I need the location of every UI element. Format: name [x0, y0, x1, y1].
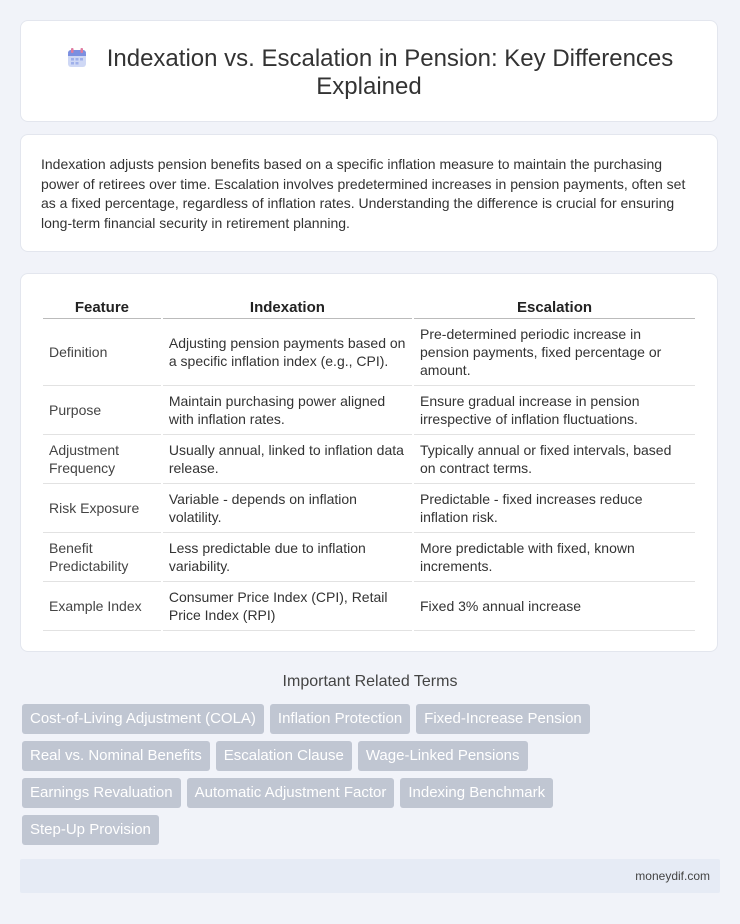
- row-indexation: Usually annual, linked to inflation data release.: [163, 435, 412, 484]
- header-escalation: Escalation: [414, 296, 695, 319]
- table-row: [43, 582, 695, 631]
- footer-site[interactable]: moneydif.com: [635, 869, 710, 883]
- intro-paragraph: Indexation adjusts pension benefits based on a specific inflation measure to maintain the purchasing power of retirees over time. Escalation involves predetermined increases in pension payments, often set as a fixed percentage, regardless of inflation rates. Understanding the difference is crucial for ensuring long-term financial security in retirement planning.: [41, 156, 686, 231]
- row-feature: Risk Exposure: [43, 484, 161, 533]
- tag-escalation-clause[interactable]: Escalation Clause: [216, 741, 352, 771]
- related-terms-list: [22, 704, 642, 845]
- page-title: Indexation vs. Escalation in Pension: Key Differences Explained: [106, 45, 674, 100]
- related-terms-title: Important Related Terms: [282, 673, 458, 690]
- page-title-wrap: [21, 45, 717, 101]
- row-escalation: Pre-determined periodic increase in pension payments, fixed percentage or amount.: [414, 319, 695, 386]
- row-indexation: Less predictable due to inflation variability.: [163, 533, 412, 582]
- comparison-card: [20, 273, 718, 652]
- calendar-icon: [65, 46, 89, 70]
- row-feature: Definition: [43, 319, 161, 386]
- row-feature: Adjustment Frequency: [43, 435, 161, 484]
- header-feature: Feature: [43, 296, 161, 319]
- tag-wage-linked-pensions[interactable]: Wage-Linked Pensions: [358, 741, 528, 771]
- row-indexation: Maintain purchasing power aligned with inflation rates.: [163, 386, 412, 435]
- table-row: [43, 386, 695, 435]
- row-indexation: Adjusting pension payments based on a specific inflation index (e.g., CPI).: [163, 319, 412, 386]
- table-row: [43, 484, 695, 533]
- tag-real-vs-nominal[interactable]: Real vs. Nominal Benefits: [22, 741, 210, 771]
- row-feature: Benefit Predictability: [43, 533, 161, 582]
- title-card: [20, 20, 718, 122]
- intro-card: [20, 134, 718, 252]
- tag-step-up-provision[interactable]: Step-Up Provision: [22, 815, 159, 845]
- table-row: [43, 533, 695, 582]
- table-header-row: [43, 296, 695, 319]
- row-feature: Purpose: [43, 386, 161, 435]
- comparison-table: [41, 296, 697, 631]
- tag-earnings-revaluation[interactable]: Earnings Revaluation: [22, 778, 181, 808]
- tag-inflation-protection[interactable]: Inflation Protection: [270, 704, 410, 734]
- row-escalation: Typically annual or fixed intervals, based on contract terms.: [414, 435, 695, 484]
- tag-cola[interactable]: Cost-of-Living Adjustment (COLA): [22, 704, 264, 734]
- row-feature: Example Index: [43, 582, 161, 631]
- footer: [20, 859, 720, 893]
- tag-fixed-increase-pension[interactable]: Fixed-Increase Pension: [416, 704, 590, 734]
- row-escalation: Fixed 3% annual increase: [414, 582, 695, 631]
- header-indexation: Indexation: [163, 296, 412, 319]
- tag-automatic-adjustment-factor[interactable]: Automatic Adjustment Factor: [187, 778, 395, 808]
- tag-indexing-benchmark[interactable]: Indexing Benchmark: [400, 778, 553, 808]
- row-escalation: More predictable with fixed, known increments.: [414, 533, 695, 582]
- row-indexation: Variable - depends on inflation volatility.: [163, 484, 412, 533]
- table-row: [43, 435, 695, 484]
- row-indexation: Consumer Price Index (CPI), Retail Price Index (RPI): [163, 582, 412, 631]
- row-escalation: Predictable - fixed increases reduce inflation risk.: [414, 484, 695, 533]
- table-row: [43, 319, 695, 386]
- row-escalation: Ensure gradual increase in pension irrespective of inflation fluctuations.: [414, 386, 695, 435]
